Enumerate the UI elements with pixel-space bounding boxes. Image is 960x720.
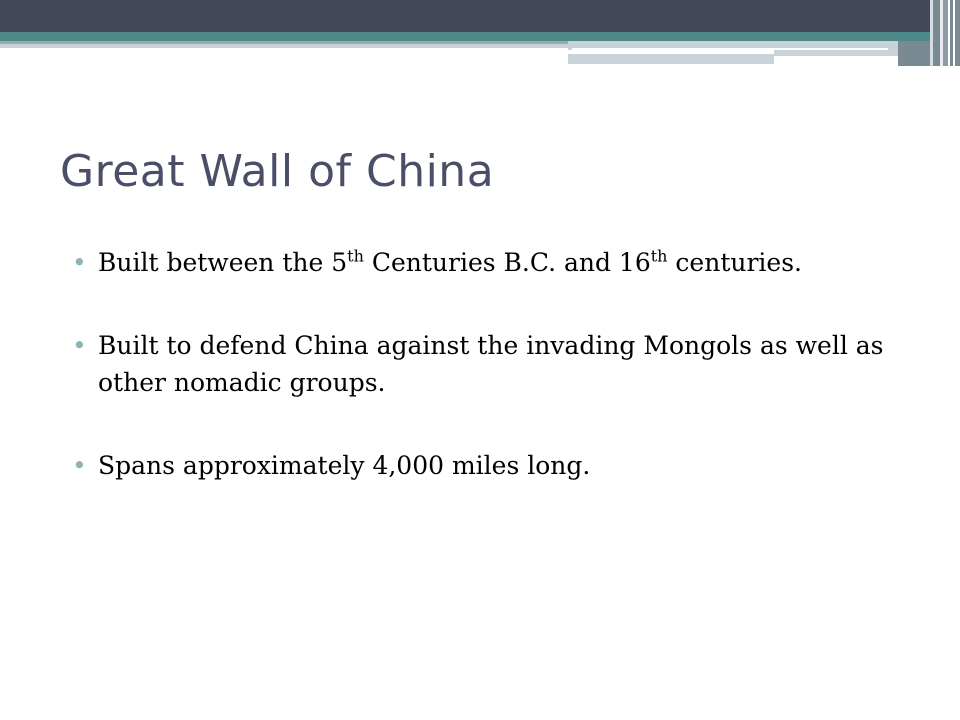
- slide-title: Great Wall of China: [60, 146, 495, 197]
- bullet-list: [72, 244, 892, 530]
- bullet-text-segment: Centuries B.C. and 16: [363, 248, 651, 277]
- superscript: th: [347, 246, 364, 266]
- bullet-text: Spans approximately 4,000 miles long.: [98, 451, 591, 480]
- banner-light-band: [568, 54, 774, 64]
- bullet-text: [98, 248, 802, 277]
- bullet-item: [72, 447, 892, 484]
- bullet-marker-icon: •: [72, 248, 87, 277]
- banner-light-band: [0, 44, 568, 48]
- banner-edge-dark: [898, 0, 930, 32]
- bullet-item: [72, 244, 892, 281]
- bullet-text: Built to defend China against the invading Mongols as well as other nomadic groups.: [98, 331, 884, 397]
- bullet-item: [72, 327, 892, 401]
- superscript: th: [650, 246, 668, 266]
- banner-edge-teal: [898, 32, 930, 41]
- banner-light-band: [774, 50, 898, 56]
- bullet-text-segment: Built between the 5: [98, 248, 348, 277]
- bullet-marker-icon: •: [72, 331, 87, 360]
- banner-teal-band: [0, 32, 960, 41]
- bullet-text-segment: centuries.: [667, 248, 802, 277]
- bullet-marker-icon: •: [72, 451, 87, 480]
- banner-dark-band: [0, 0, 960, 32]
